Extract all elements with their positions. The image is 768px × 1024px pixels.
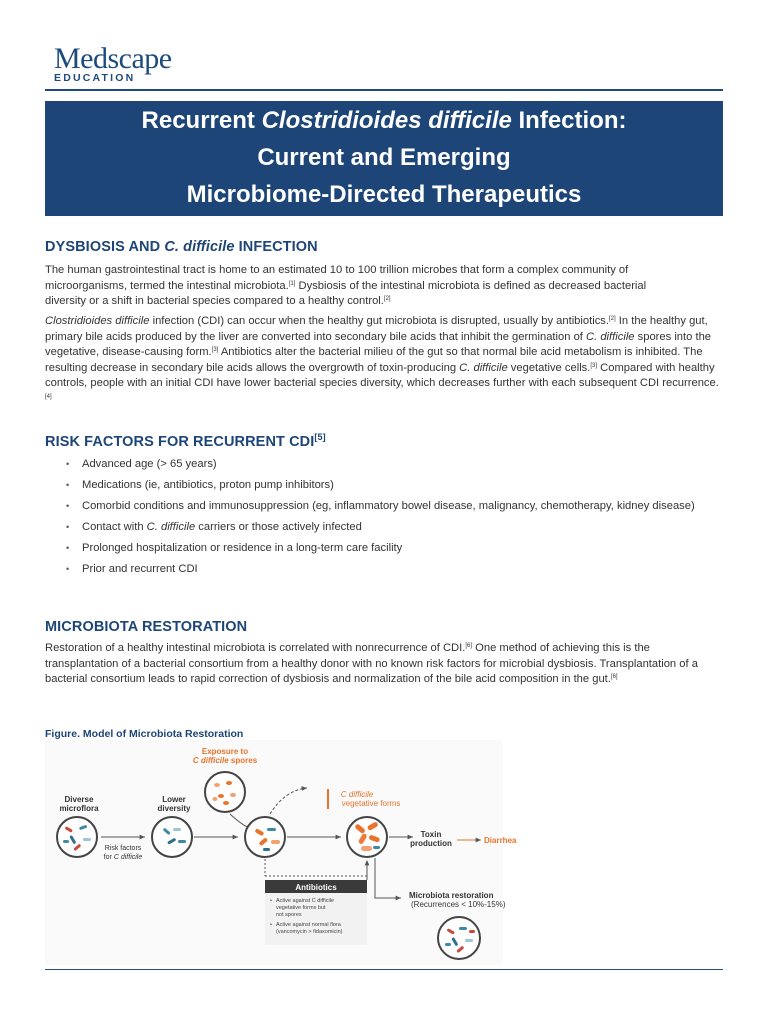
logo-subtitle: EDUCATION	[54, 72, 136, 84]
restoration-label-2: (Recurrences < 10%-15%)	[411, 900, 506, 909]
figure-title: Figure. Model of Microbiota Restoration	[45, 728, 244, 740]
section-heading-risk-factors: RISK FACTORS FOR RECURRENT CDI[5]	[45, 432, 326, 450]
section-heading-restoration: MICROBIOTA RESTORATION	[45, 619, 248, 635]
title-line-2: Current and Emerging	[257, 144, 511, 171]
section-heading-dysbiosis: DYSBIOSIS AND C. difficile INFECTION	[45, 239, 318, 255]
toxin-label-2: production	[410, 839, 452, 848]
toxin-label-1: Toxin	[420, 830, 442, 839]
title-line-1: Recurrent Clostridioides difficile Infection:	[141, 107, 627, 134]
spores-circle	[205, 772, 245, 812]
title-line-3: Microbiome-Directed Therapeutics	[186, 181, 582, 208]
vegetative-label-1: C difficile	[340, 790, 374, 799]
list-item: • Comorbid conditions and immunosuppression (eg, inflammatory bowel disease, malignancy, chemotherapy, kidney disease)	[45, 499, 705, 515]
microbiota-restoration-figure	[45, 740, 723, 965]
exposure-label-1: Exposure to	[201, 747, 249, 756]
restoration-label-1: Microbiota restoration	[409, 891, 494, 900]
antibiotics-notes: • Active against C difficile vegetative forms but not spores • Active against normal flora (vancomycin > fidaxomicin)	[270, 898, 343, 935]
logo-wordmark: Medscape	[54, 42, 172, 75]
vegetative-label-2: vegetative forms	[341, 799, 401, 808]
vegetative-accent	[327, 789, 329, 809]
risk-label-2: for C difficile	[103, 854, 143, 861]
lower-label-1: Lower	[162, 795, 186, 804]
list-item: • Prior and recurrent CDI	[45, 562, 705, 578]
paragraph-restoration: Restoration of a healthy intestinal microbiota is correlated with nonrecurrence of CDI.[6] One method of achieving this is the transplantation of a bacterial consortium from a healthy donor with no known risk factors for microbial dysbiosis. Transplantation of a bacterial consortium leads to rapid correction of dysbiosis and normalization of the bile acid composition in the gut.[6]	[45, 642, 698, 685]
lower-diversity-circle	[152, 817, 192, 857]
list-item: • Contact with C. difficile carriers or those actively infected	[45, 520, 705, 536]
antibiotics-label: Antibiotics	[295, 883, 337, 892]
paragraph-dysbiosis-1: The human gastrointestinal tract is home to an estimated 10 to 100 trillion microbes that form a complex community of microorganisms, termed the intestinal microbiota.[1] Dysbiosis of the intestinal microbiota is defined as decreased bacterial diversity or a shift in bacterial species compared to a healthy control.[2]	[45, 264, 647, 307]
list-item: • Prolonged hospitalization or residence in a long-term care facility	[45, 541, 705, 557]
diverse-label-1: Diverse	[64, 795, 94, 804]
restored-microflora-circle	[438, 917, 480, 959]
list-item: • Advanced age (> 65 years)	[45, 457, 705, 473]
title-banner	[45, 101, 723, 216]
risk-label-1: Risk factors	[104, 845, 142, 852]
diverse-microflora-circle	[57, 817, 97, 857]
diverse-label-2: microflora	[59, 804, 99, 813]
exposure-label-2: C difficile spores	[192, 756, 258, 765]
list-item: • Medications (ie, antibiotics, proton pump inhibitors)	[45, 478, 705, 494]
paragraph-dysbiosis-2: Clostridioides difficile infection (CDI) can occur when the healthy gut microbiota is disrupted, usually by antibiotics.[2] In the healthy gut, primary bile acids produced by the liver are converted into secondary bile acids that inhibit the germination of C. difficile spores into the vegetative, disease-causing form.[3] Antibiotics alter the bacterial milieu of the gut so that normal bile acid metabolism is inhibited. The resulting decrease in secondary bile acids allows the overgrowth of toxin-producing C. difficile vegetative cells.[3] Compared with healthy controls, people with an initial CDI have lower bacterial species diversity, which decreases further with each subsequent CDI recurrence.[4]	[45, 315, 719, 400]
lower-label-2: diversity	[157, 804, 191, 813]
germination-circle	[245, 817, 285, 857]
medscape-education-logo[interactable]	[54, 44, 172, 84]
diarrhea-label: Diarrhea	[484, 836, 517, 845]
header-divider	[45, 89, 723, 91]
overgrowth-circle	[347, 817, 387, 857]
risk-factor-list	[45, 457, 705, 583]
footer-divider	[45, 969, 723, 970]
